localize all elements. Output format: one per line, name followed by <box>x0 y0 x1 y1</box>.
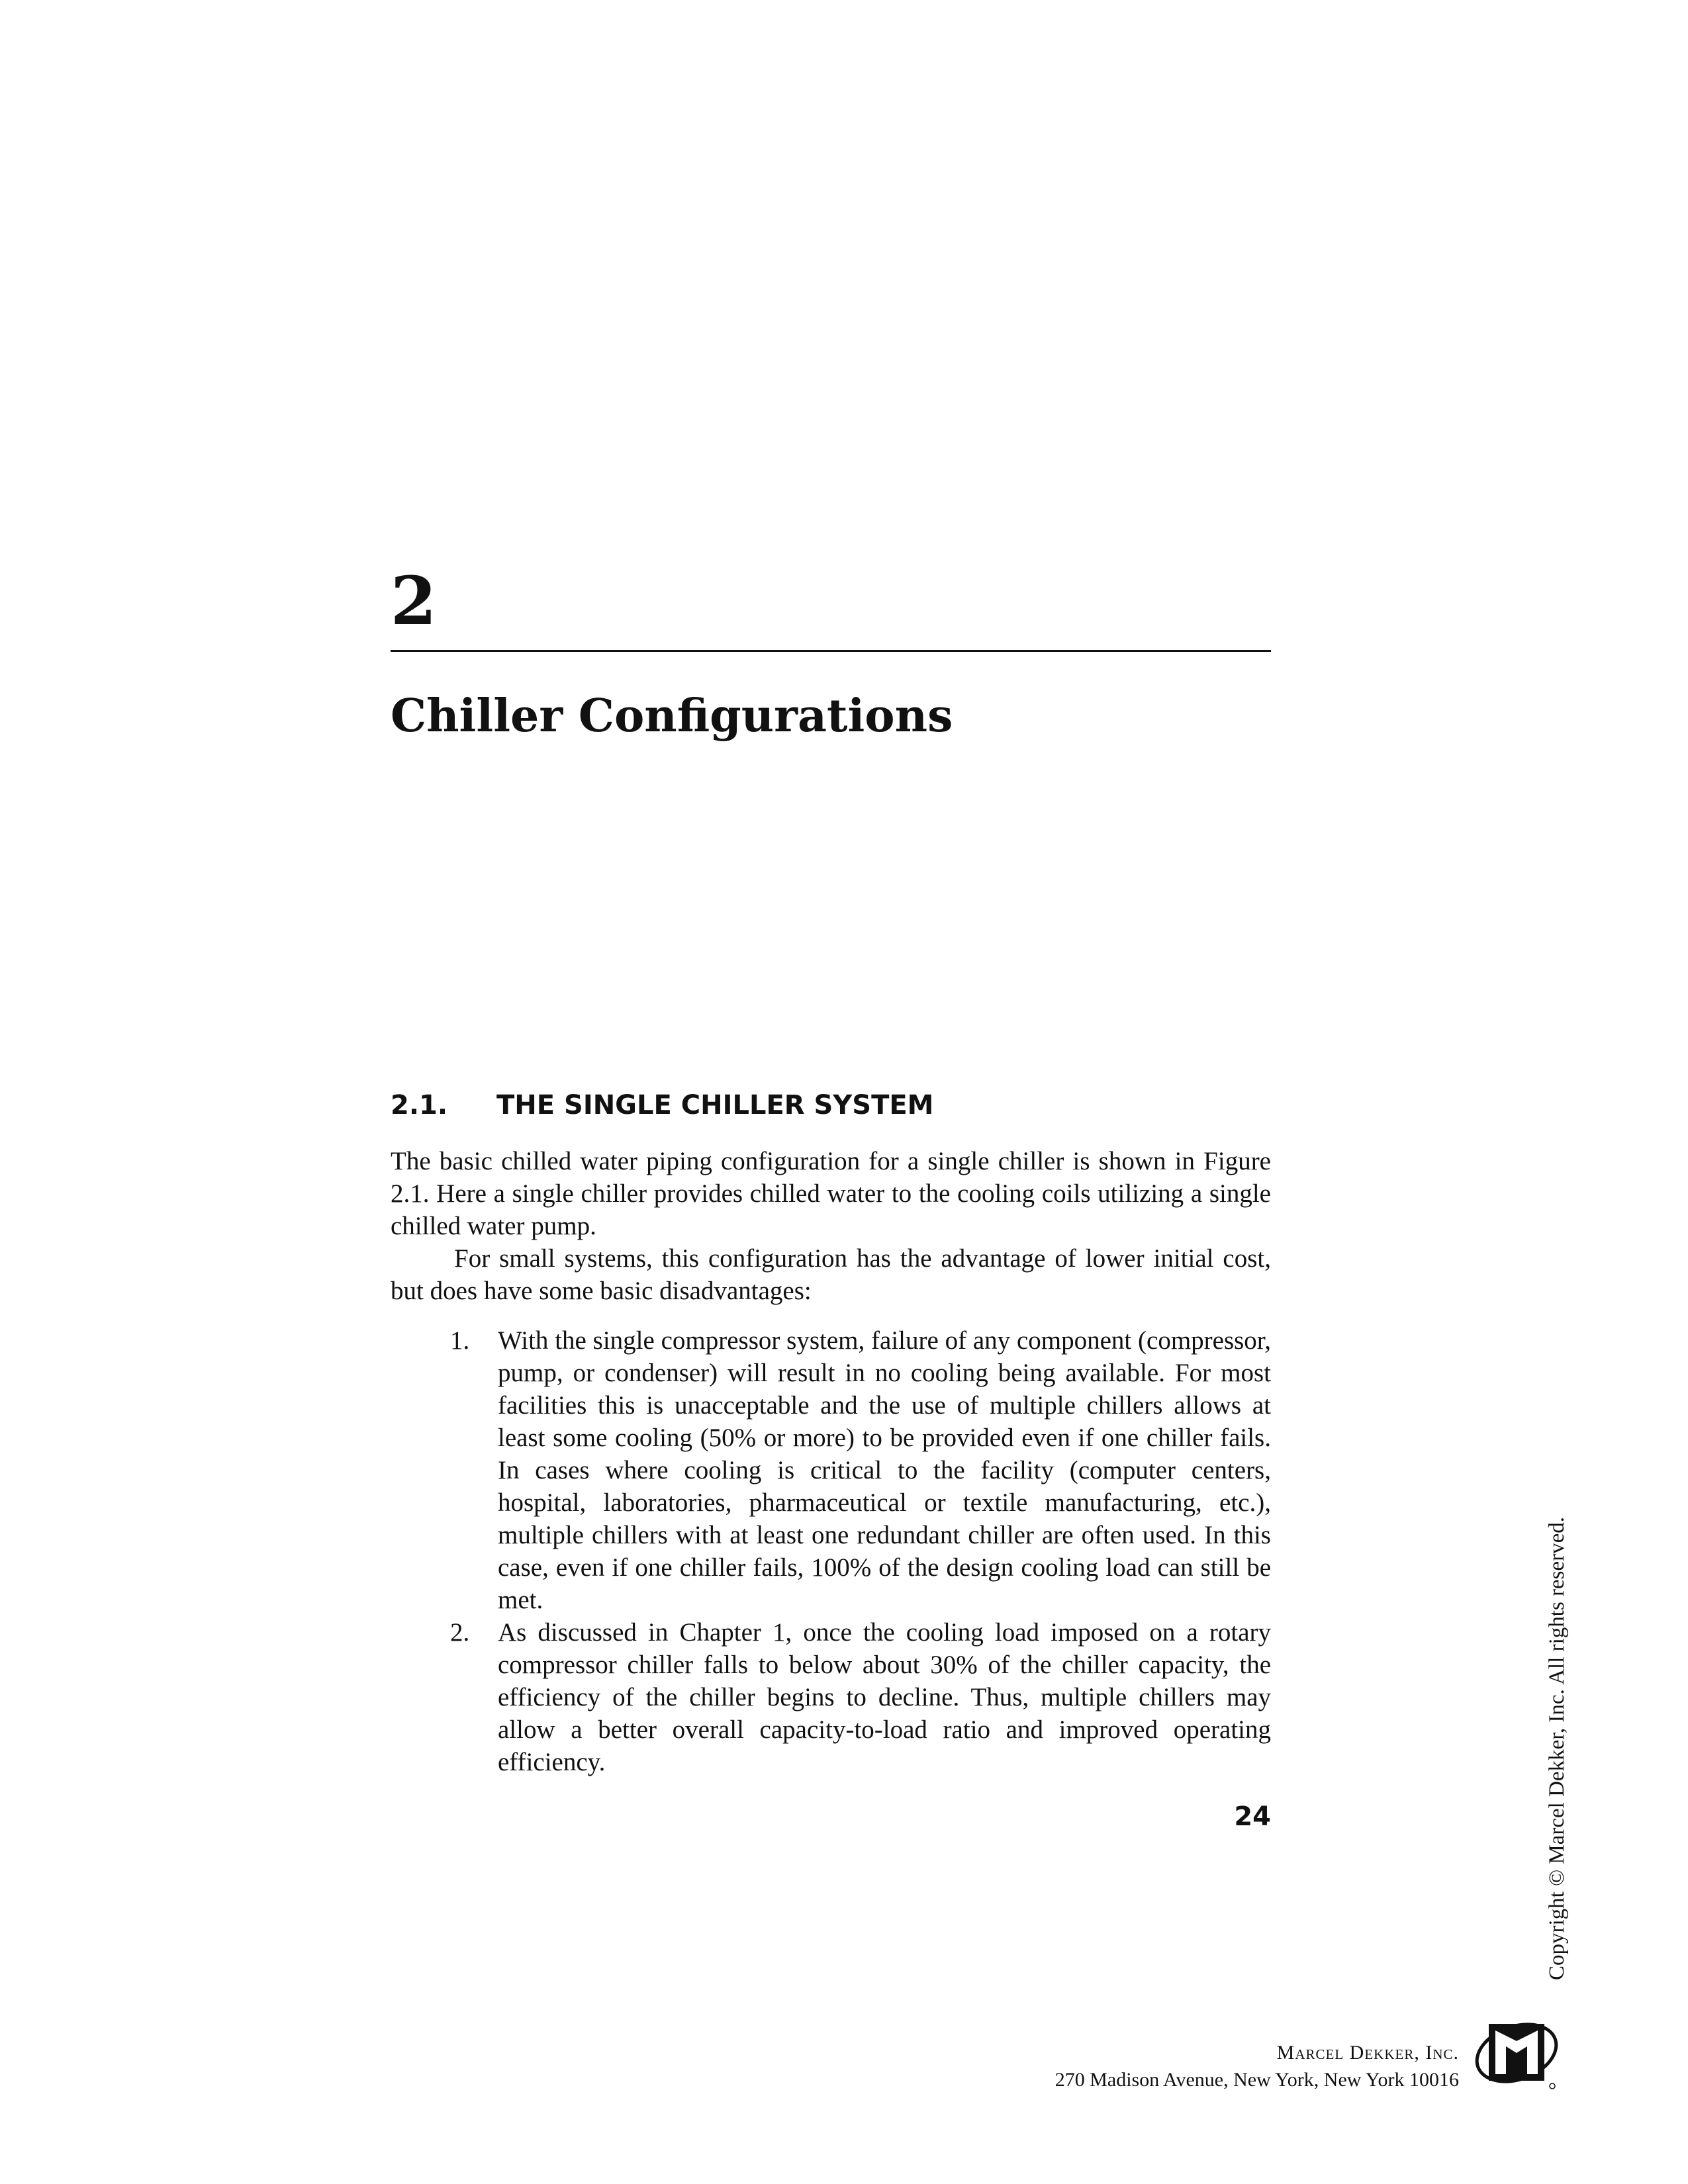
chapter-title: Chiller Configurations <box>391 690 953 743</box>
disadvantages-list <box>391 1324 1271 1778</box>
section-heading <box>391 1092 934 1118</box>
list-item-text: As discussed in Chapter 1, once the cooling load imposed on a rotary compressor chiller falls to below about 30% of the chiller capacity, the efficiency of the chiller begins to decline. Thus, multiple chillers may allow a better overall capacity-to-load ratio and improved operating efficiency. <box>498 1618 1271 1776</box>
list-item-marker: 1. <box>450 1326 470 1355</box>
body-text <box>391 1145 1271 1778</box>
chapter-rule <box>391 650 1271 652</box>
section-number: 2.1. <box>391 1090 448 1120</box>
chapter-number: 2 <box>391 562 437 640</box>
copyright-notice: Copyright © Marcel Dekker, Inc. All rights reserved. <box>1545 1516 1569 1980</box>
list-item-marker: 2. <box>450 1618 470 1647</box>
list-item <box>391 1324 1271 1616</box>
paragraph: For small systems, this configuration has the advantage of lower initial cost, but does have some basic disadvantages: <box>391 1244 1271 1305</box>
page-number: 24 <box>1234 1801 1271 1832</box>
publisher-name: Marcel Dekker, Inc. <box>1276 2042 1459 2064</box>
marcel-dekker-logo-icon <box>1473 2012 1559 2091</box>
paragraph: The basic chilled water piping configuration for a single chiller is shown in Figure 2.1. Here a single chiller provides chilled water to the cooling coils utilizing a single chilled water pump. <box>391 1147 1271 1240</box>
section-title: THE SINGLE CHILLER SYSTEM <box>496 1090 934 1120</box>
publisher-address: 270 Madison Avenue, New York, New York 10016 <box>1055 2069 1459 2091</box>
list-item <box>391 1616 1271 1778</box>
list-item-text: With the single compressor system, failure of any component (compressor, pump, or condenser) will result in no cooling being available. For most facilities this is unacceptable and the use of multiple chillers allows at least some cooling (50% or more) to be provided even if one chiller fails. In cases where cooling is critical to the facility (computer centers, hospital, laboratories, pharmaceutical or textile manufacturing, etc.), multiple chillers with at least one redundant chiller are often used. In this case, even if one chiller fails, 100% of the design cooling load can still be met. <box>498 1326 1271 1614</box>
